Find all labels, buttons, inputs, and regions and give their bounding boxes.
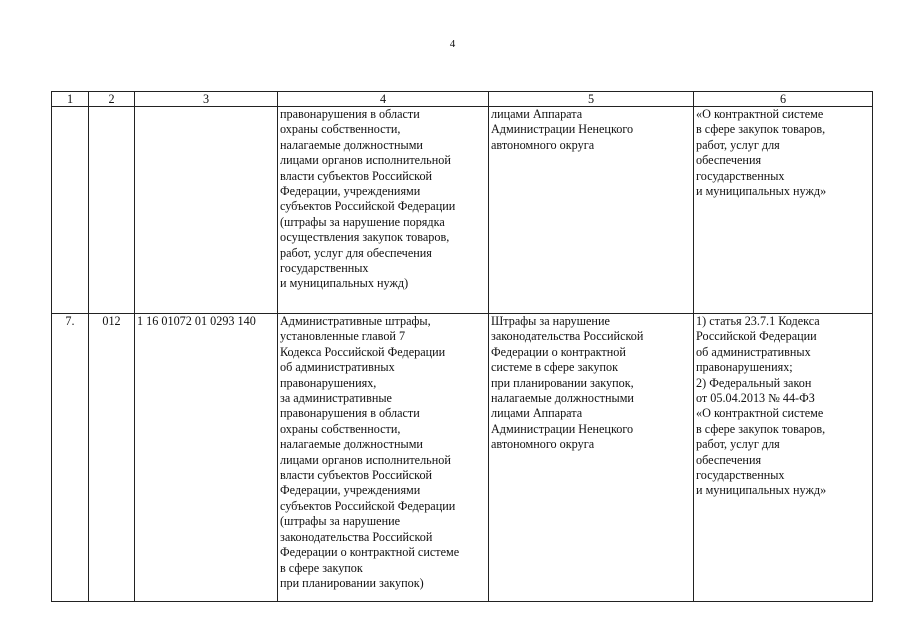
legal-basis-cell: 1) статья 23.7.1 Кодекса Российской Федерации об административных правонарушениях; 2) Федеральный закон от 05.04.2013 № 44-ФЗ «О контрактной системе в сфере закупок товаров, работ, услуг для обеспечения государственных и муниципальных нужд» xyxy=(694,314,873,602)
column-header-2: 2 xyxy=(89,92,135,107)
column-header-5: 5 xyxy=(489,92,694,107)
table-row xyxy=(52,314,873,602)
column-header-4: 4 xyxy=(278,92,489,107)
page-number: 4 xyxy=(449,38,456,50)
column-header-3: 3 xyxy=(135,92,278,107)
row-number-cell xyxy=(52,107,89,314)
column-header-1: 1 xyxy=(52,92,89,107)
admin-code-cell: 012 xyxy=(89,314,135,602)
budget-code-cell xyxy=(135,107,278,314)
income-name-cell: правонарушения в области охраны собственности, налагаемые должностными лицами органов исполнительной власти субъектов Российской Федерации, учреждениями субъектов Российской Федерации (штрафы за нарушение порядка осуществления закупок товаров, работ, услуг для обеспечения государственных и муниципальных нужд) xyxy=(278,107,489,314)
description-cell: лицами Аппарата Администрации Ненецкого автономного округа xyxy=(489,107,694,314)
income-name-cell: Административные штрафы, установленные главой 7 Кодекса Российской Федерации об административных правонарушениях, за административные правонарушения в области охраны собственности, налагаемые должностными лицами органов исполнительной власти субъектов Российской Федерации, учреждениями субъектов Российской Федерации (штрафы за нарушение законодательства Российской Федерации о контрактной системе в сфере закупок при планировании закупок) xyxy=(278,314,489,602)
description-cell: Штрафы за нарушение законодательства Российской Федерации о контрактной системе в сфере закупок при планировании закупок, налагаемые должностными лицами Аппарата Администрации Ненецкого автономного округа xyxy=(489,314,694,602)
admin-code-cell xyxy=(89,107,135,314)
budget-code-cell: 1 16 01072 01 0293 140 xyxy=(135,314,278,602)
row-number-cell: 7. xyxy=(52,314,89,602)
table-row xyxy=(52,107,873,314)
column-header-6: 6 xyxy=(694,92,873,107)
classification-table xyxy=(51,91,873,602)
table-header-row xyxy=(52,92,873,107)
legal-basis-cell: «О контрактной системе в сфере закупок товаров, работ, услуг для обеспечения государственных и муниципальных нужд» xyxy=(694,107,873,314)
